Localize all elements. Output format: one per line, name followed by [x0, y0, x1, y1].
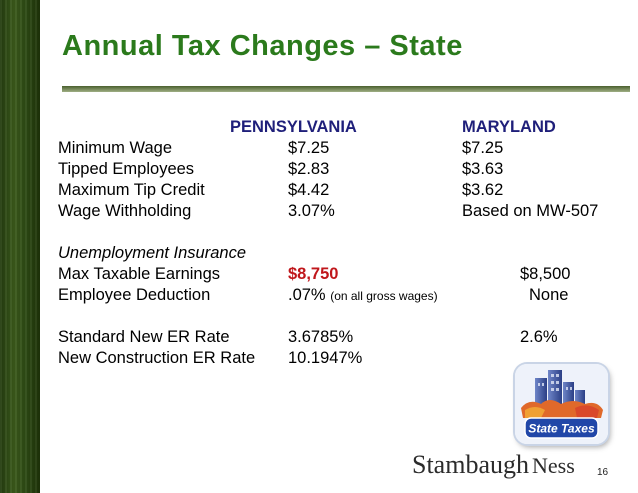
row-label: Minimum Wage: [58, 139, 172, 157]
pa-value: 10.1947%: [288, 349, 363, 367]
md-value: $8,500: [520, 265, 571, 283]
md-value: None: [529, 286, 569, 304]
row-label: Maximum Tip Credit: [58, 181, 205, 199]
row-label: Standard New ER Rate: [58, 328, 230, 346]
state-taxes-illustration: [515, 364, 608, 444]
pa-value: $4.42: [288, 181, 330, 199]
md-value: $3.62: [462, 181, 504, 199]
row-label: Max Taxable Earnings: [58, 265, 221, 283]
badge-label: State Taxes: [528, 421, 595, 436]
row-label: New Construction ER Rate: [58, 349, 256, 367]
company-logo: [412, 450, 575, 480]
state-taxes-badge-icon: [515, 364, 608, 444]
md-value: Based on MW-507: [462, 202, 599, 220]
page-number: 16: [597, 467, 609, 478]
pa-value-note: (on all gross wages): [330, 289, 438, 303]
pa-value: 3.6785%: [288, 328, 354, 346]
row-label: Employee Deduction: [58, 286, 211, 304]
pennsylvania-heading: PENNSYLVANIA: [230, 118, 357, 136]
pa-value: $7.25: [288, 139, 330, 157]
row-label: Wage Withholding: [58, 202, 192, 220]
md-value: $3.63: [462, 160, 504, 178]
md-value: $7.25: [462, 139, 504, 157]
md-value: 2.6%: [520, 328, 558, 346]
pa-value-text: .07%: [288, 286, 326, 304]
maryland-heading: MARYLAND: [462, 118, 556, 136]
pa-value: 3.07%: [288, 202, 335, 220]
row-label: Tipped Employees: [58, 160, 195, 178]
logo-text-part2: Ness: [532, 453, 575, 478]
left-decorative-bar: [0, 0, 40, 493]
pa-value-highlight: $8,750: [288, 265, 339, 283]
slide-title: Annual Tax Changes – State: [62, 30, 463, 62]
logo-text-part1: Stambaugh: [412, 450, 529, 479]
title-divider: [62, 86, 630, 92]
pa-value: $2.83: [288, 160, 330, 178]
unemployment-heading: Unemployment Insurance: [58, 244, 247, 262]
pa-value: [288, 286, 438, 305]
